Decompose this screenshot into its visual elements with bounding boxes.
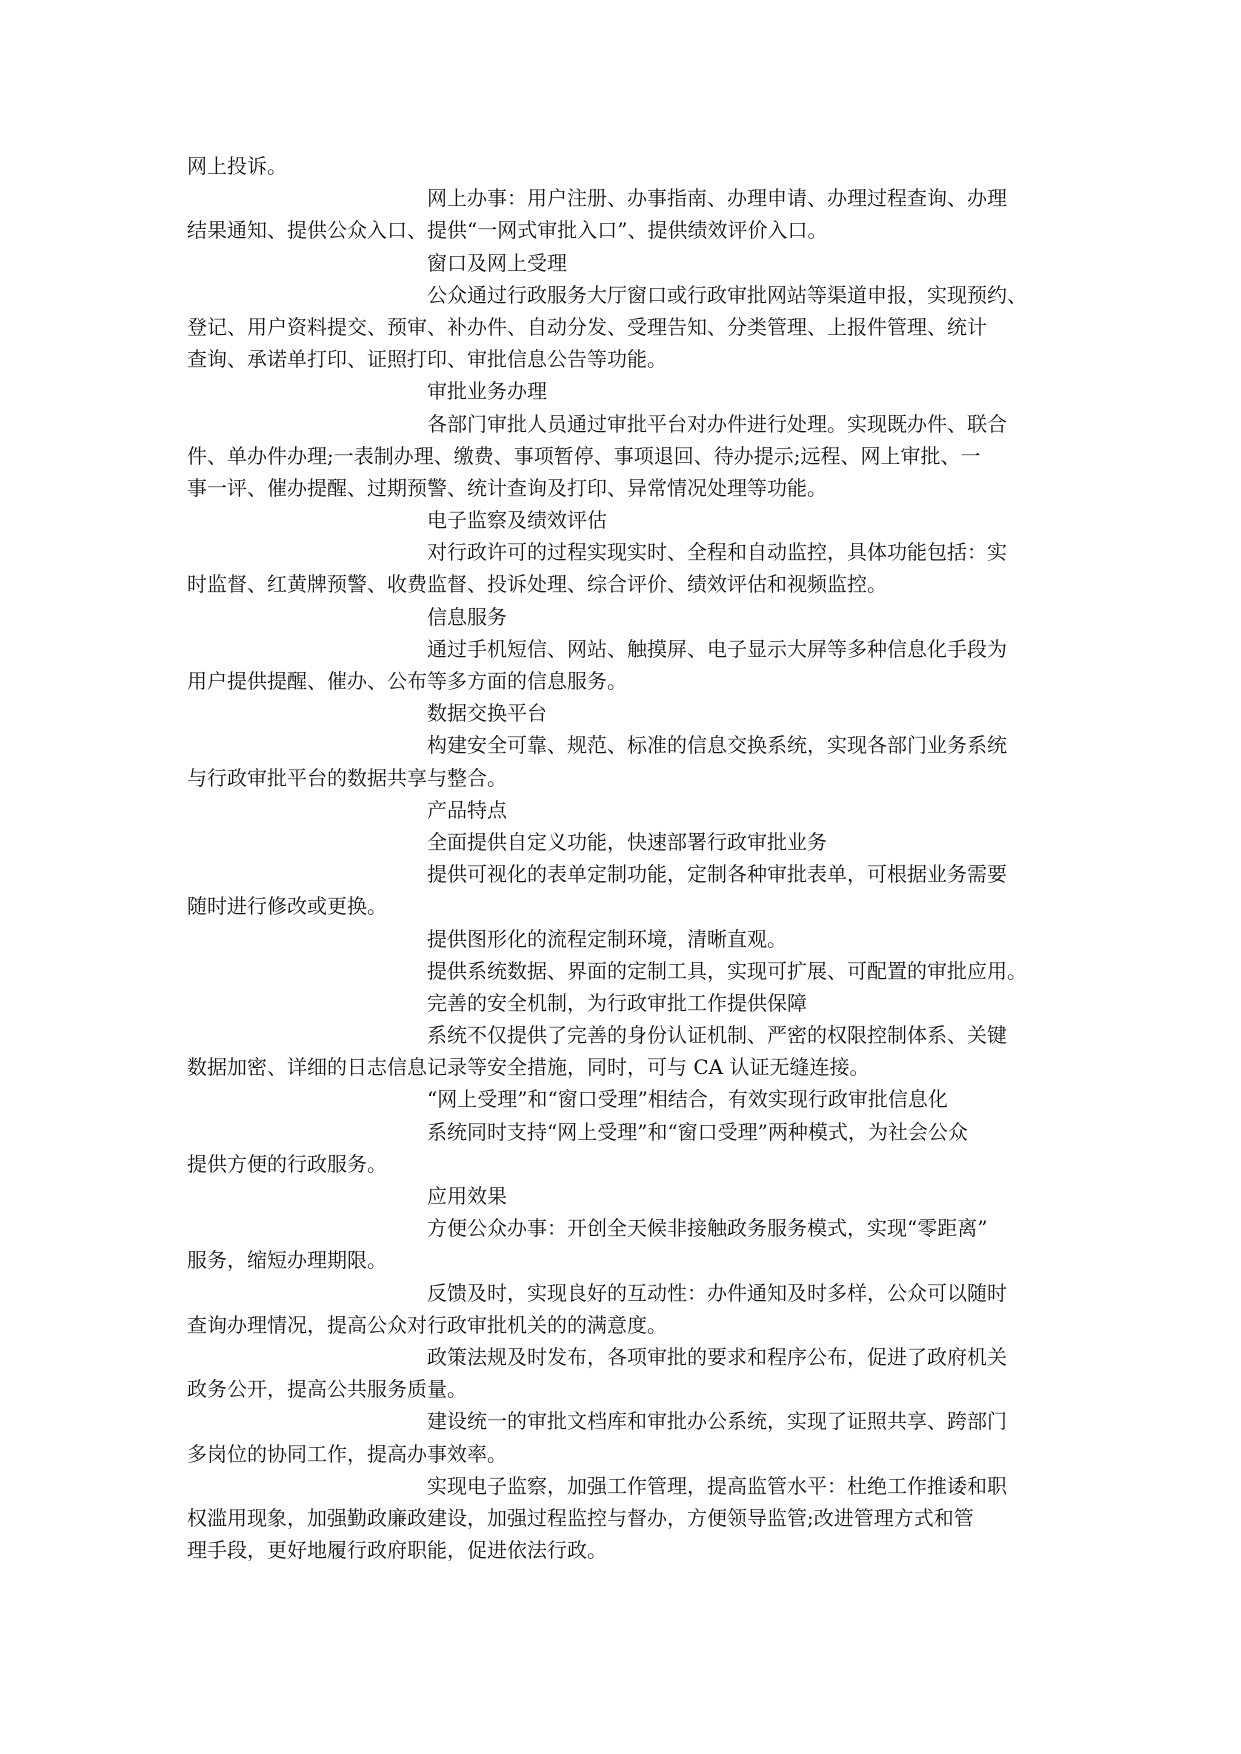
text-line: 登记、用户资料提交、预审、补办件、自动分发、受理告知、分类管理、上报件管理、统计 [187, 314, 987, 339]
text-line: 对行政许可的过程实现实时、全程和自动监控，具体功能包括：实 [427, 540, 1007, 565]
text-line: 构建安全可靠、规范、标准的信息交换系统，实现各部门业务系统 [427, 733, 1007, 758]
text-line: “网上受理”和“窗口受理”相结合，有效实现行政审批信息化 [427, 1087, 948, 1112]
text-line: 政策法规及时发布，各项审批的要求和程序公布，促进了政府机关 [427, 1344, 1007, 1369]
text-line: 提供系统数据、界面的定制工具，实现可扩展、可配置的审批应用。 [427, 958, 1027, 983]
section-heading: 审批业务办理 [427, 379, 547, 404]
text-line: 实现电子监察，加强工作管理，提高监管水平：杜绝工作推诿和职 [427, 1473, 1007, 1498]
text-line: 与行政审批平台的数据共享与整合。 [187, 765, 507, 790]
text-line: 结果通知、提供公众入口、提供“一网式审批入口”、提供绩效评价入口。 [187, 218, 828, 243]
section-heading: 应用效果 [427, 1184, 507, 1208]
text-line: 网上投诉。 [187, 154, 287, 178]
text-line: 方便公众办事：开创全天候非接触政务服务模式，实现“零距离” [427, 1216, 988, 1241]
text-line: 政务公开，提高公共服务质量。 [187, 1377, 467, 1402]
text-line: 用户提供提醒、催办、公布等多方面的信息服务。 [187, 669, 627, 693]
text-line: 全面提供自定义功能，快速部署行政审批业务 [427, 829, 827, 854]
text-line: 提供图形化的流程定制环境，清晰直观。 [427, 926, 787, 951]
text-line: 多岗位的协同工作，提高办事效率。 [187, 1441, 507, 1466]
text-line: 系统不仅提供了完善的身份认证机制、严密的权限控制体系、关键 [427, 1023, 1007, 1048]
text-line: 理手段，更好地履行政府职能，促进依法行政。 [187, 1538, 607, 1563]
text-line: 查询、承诺单打印、证照打印、审批信息公告等功能。 [187, 347, 667, 372]
text-line: 随时进行修改或更换。 [187, 894, 387, 919]
text-line: 反馈及时，实现良好的互动性：办件通知及时多样，公众可以随时 [427, 1280, 1007, 1305]
text-line: 查询办理情况，提高公众对行政审批机关的的满意度。 [187, 1312, 667, 1337]
section-heading: 窗口及网上受理 [427, 250, 567, 275]
text-line: 数据加密、详细的日志信息记录等安全措施，同时，可与 CA 认证无缝连接。 [187, 1055, 870, 1080]
text-line: 网上办事：用户注册、办事指南、办理申请、办理过程查询、办理 [427, 186, 1007, 211]
text-line: 件、单办件办理;一表制办理、缴费、事项暂停、事项退回、待办提示;远程、网上审批、一 [187, 443, 981, 468]
text-line: 权滥用现象，加强勤政廉政建设，加强过程监控与督办，方便领导监管;改进管理方式和管 [187, 1505, 974, 1530]
section-heading: 数据交换平台 [427, 701, 547, 726]
text-line: 服务，缩短办理期限。 [187, 1248, 387, 1273]
text-line: 完善的安全机制，为行政审批工作提供保障 [427, 990, 807, 1015]
text-line: 提供可视化的表单定制功能，定制各种审批表单，可根据业务需要 [427, 862, 1007, 887]
text-line: 各部门审批人员通过审批平台对办件进行处理。实现既办件、联合 [427, 411, 1007, 436]
text-line: 事一评、催办提醒、过期预警、统计查询及打印、异常情况处理等功能。 [187, 475, 827, 500]
text-line: 公众通过行政服务大厅窗口或行政审批网站等渠道申报，实现预约、 [427, 282, 1027, 307]
text-line: 建设统一的审批文档库和审批办公系统，实现了证照共享、跨部门 [427, 1409, 1007, 1434]
text-line: 通过手机短信、网站、触摸屏、电子显示大屏等多种信息化手段为 [427, 636, 1007, 661]
text-line: 时监督、红黄牌预警、收费监督、投诉处理、综合评价、绩效评估和视频监控。 [187, 572, 887, 597]
section-heading: 信息服务 [427, 604, 507, 629]
text-line: 提供方便的行政服务。 [187, 1151, 387, 1176]
text-line: 系统同时支持“网上受理”和“窗口受理”两种模式，为社会公众 [427, 1119, 968, 1144]
body-text [187, 150, 1067, 1566]
section-heading: 产品特点 [427, 797, 507, 822]
section-heading: 电子监察及绩效评估 [427, 508, 607, 533]
